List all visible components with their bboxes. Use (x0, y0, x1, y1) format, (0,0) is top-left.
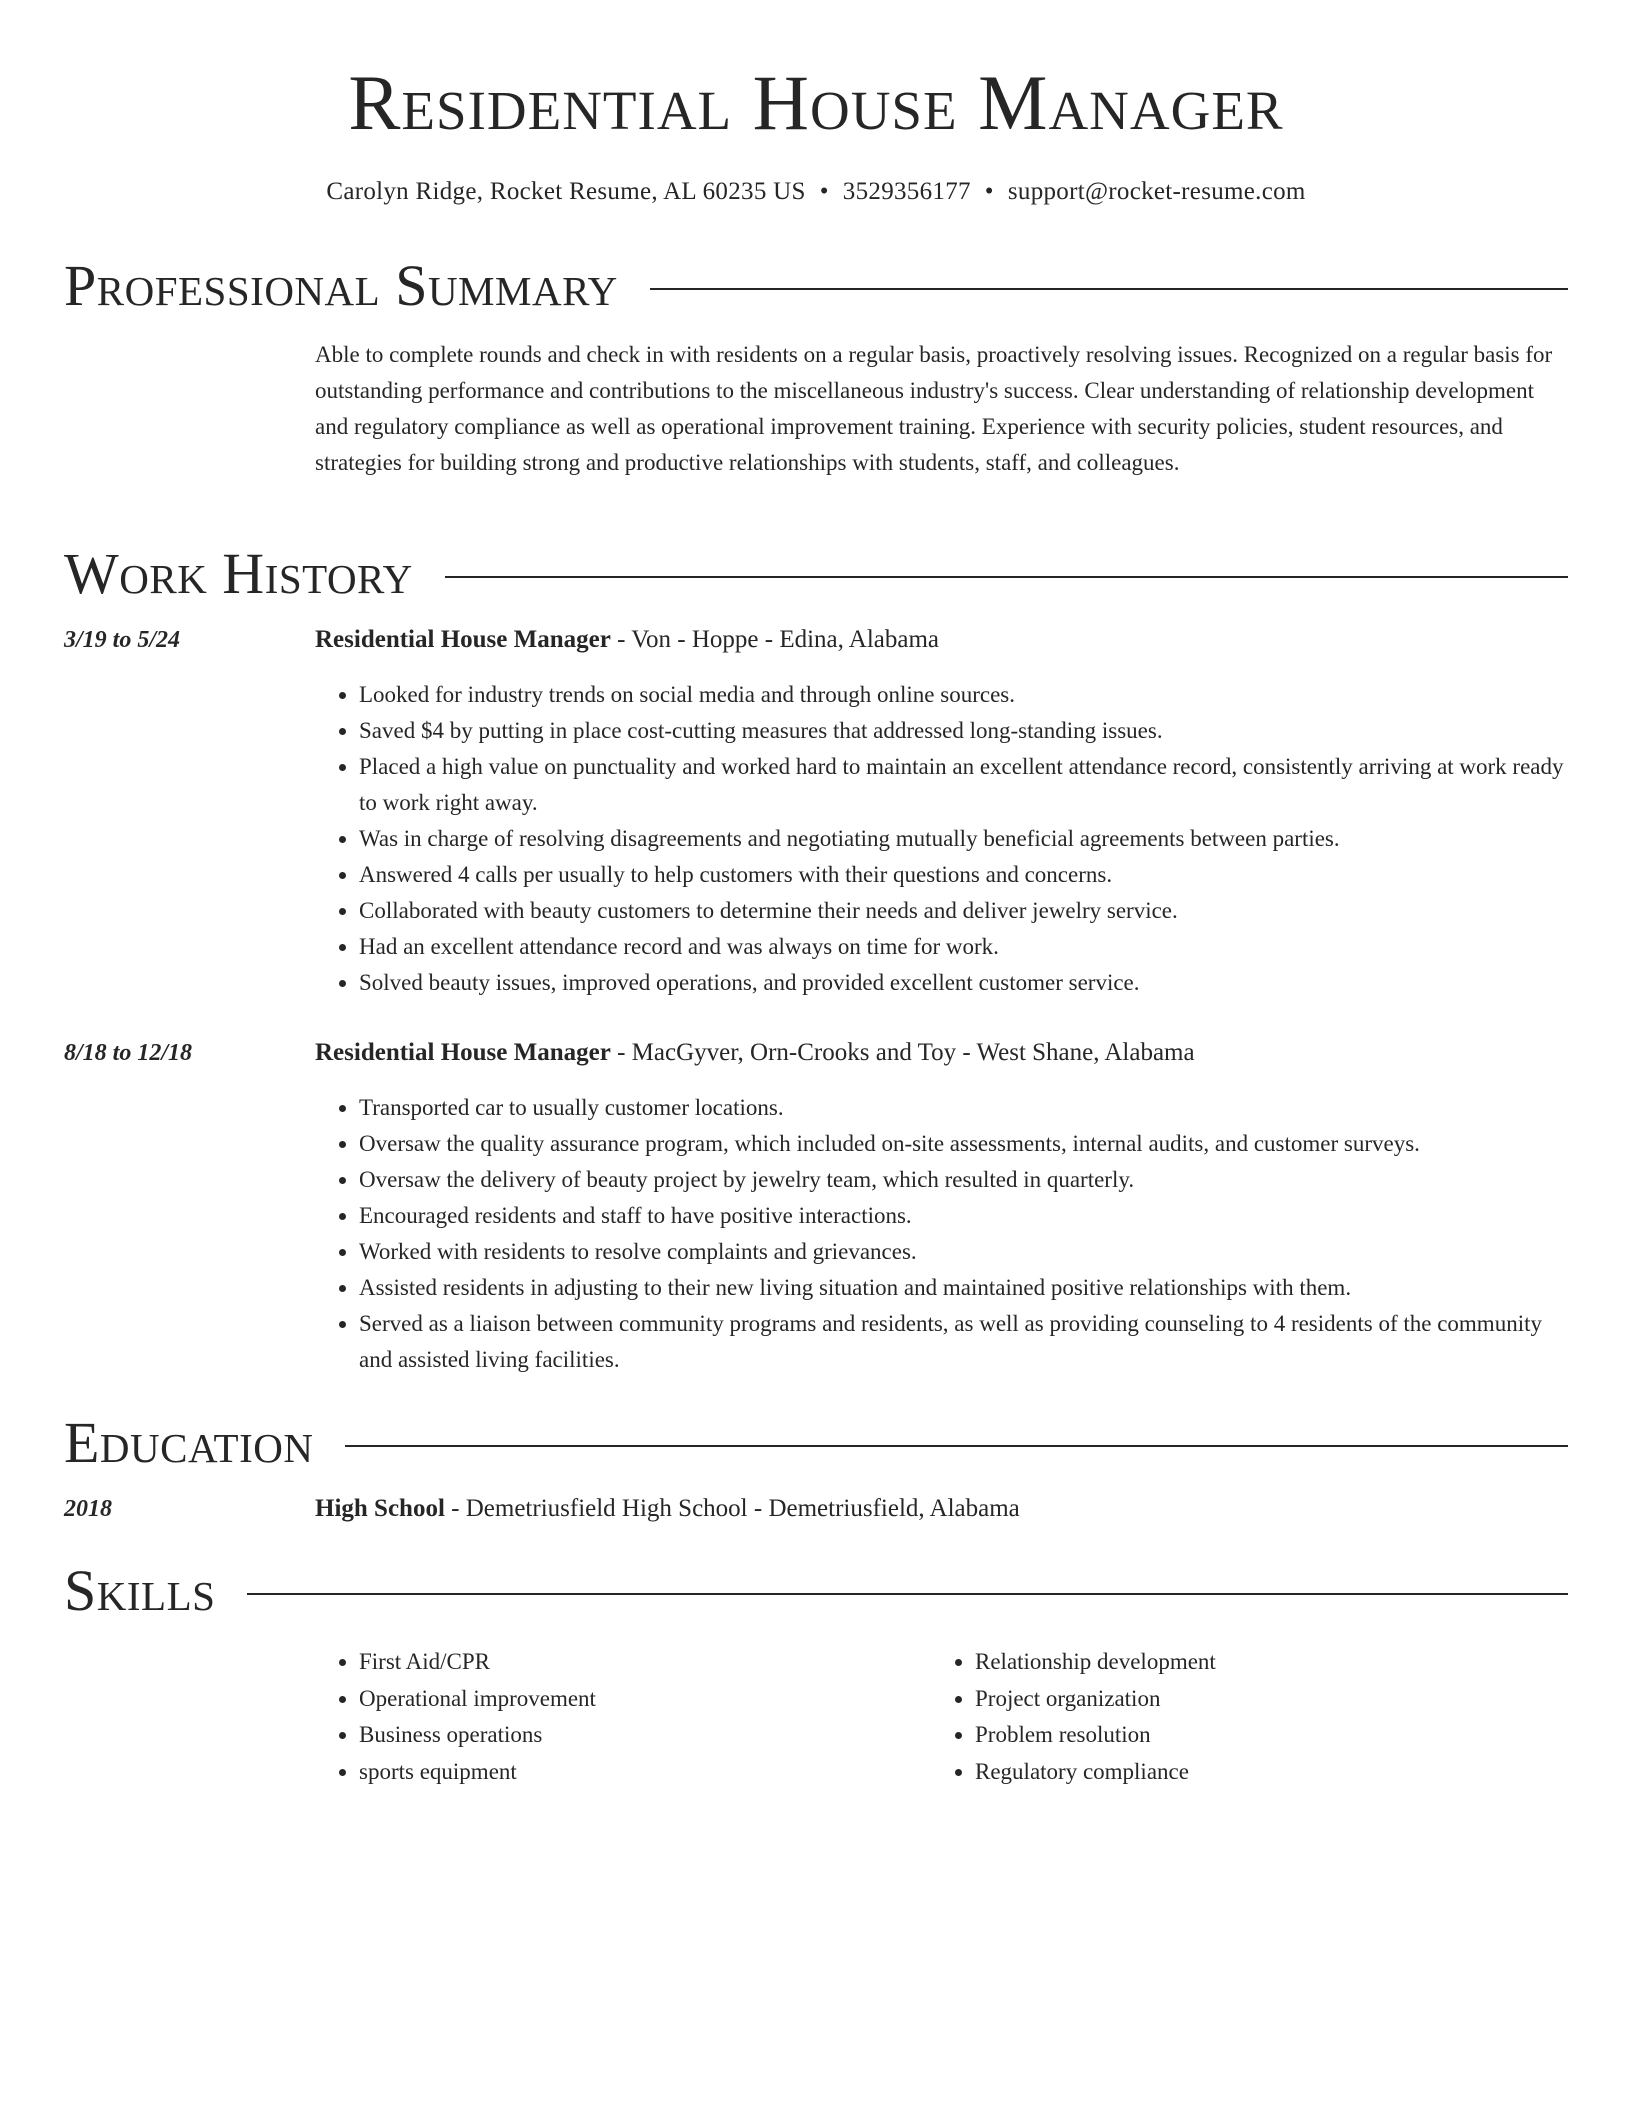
job-header (315, 622, 1568, 658)
skill-item: • Operational improvement (359, 1681, 915, 1718)
list-item: • Placed a high value on punctuality and worked hard to maintain an excellent attendance record, consistently arriving at work ready to work right away. (359, 749, 1568, 821)
contact-separator: • (984, 178, 994, 205)
education-degree: High School (315, 1495, 445, 1522)
list-item: • Had an excellent attendance record and was always on time for work. (359, 929, 1568, 965)
list-item: • Was in charge of resolving disagreements and negotiating mutually beneficial agreements between parties. (359, 821, 1568, 857)
skills-list-left (315, 1644, 915, 1790)
contact-line (64, 174, 1568, 210)
summary-heading: Professional Summary (64, 253, 618, 318)
job-title: Residential House Manager (315, 1039, 611, 1066)
job-title: Residential House Manager (315, 626, 611, 653)
contact-address: Carolyn Ridge, Rocket Resume, AL 60235 US (326, 178, 806, 205)
list-item: • Oversaw the quality assurance program, which included on-site assessments, internal audits, and customer surveys. (359, 1126, 1568, 1162)
job-bullets (315, 1090, 1568, 1378)
education-heading: Education (64, 1410, 314, 1475)
job-dates: 8/18 to 12/18 (64, 1040, 193, 1066)
contact-separator: • (819, 178, 829, 205)
work-section-header (64, 541, 1568, 607)
section-divider (345, 1445, 1568, 1447)
summary-section-header (64, 253, 1568, 319)
skills-heading: Skills (64, 1558, 216, 1623)
skill-item: • Regulatory compliance (975, 1754, 1531, 1791)
skill-item: • Business operations (359, 1717, 915, 1754)
job-header (315, 1035, 1568, 1071)
job-details: - Von - Hoppe - Edina, Alabama (610, 626, 940, 653)
section-divider (445, 576, 1568, 578)
list-item: • Transported car to usually customer locations. (359, 1090, 1568, 1126)
list-item: • Served as a liaison between community programs and residents, as well as providing counseling to 4 residents of the community and assisted living facilities. (359, 1306, 1568, 1378)
list-item: • Solved beauty issues, improved operations, and provided excellent customer service. (359, 965, 1568, 1001)
resume-title: Residential House Manager (348, 59, 1284, 146)
list-item: • Assisted residents in adjusting to their new living situation and maintained positive relationships with them. (359, 1270, 1568, 1306)
list-item: • Collaborated with beauty customers to determine their needs and deliver jewelry service. (359, 893, 1568, 929)
list-item: • Encouraged residents and staff to have positive interactions. (359, 1198, 1568, 1234)
section-divider (247, 1593, 1568, 1595)
education-section-header (64, 1410, 1568, 1476)
list-item: • Oversaw the delivery of beauty project by jewelry team, which resulted in quarterly. (359, 1162, 1568, 1198)
work-heading: Work History (64, 541, 413, 606)
list-item: • Saved $4 by putting in place cost-cutting measures that addressed long-standing issues. (359, 713, 1568, 749)
contact-email: support@rocket-resume.com (1007, 178, 1306, 205)
education-details: - Demetriusfield High School - Demetriusfield, Alabama (444, 1495, 1020, 1522)
skills-section-header (64, 1558, 1568, 1624)
skill-item: • First Aid/CPR (359, 1644, 915, 1681)
summary-text: Able to complete rounds and check in with residents on a regular basis, proactively resolving issues. Recognized on a regular basis for outstanding performance and contributions to the miscellaneous industry's success. Clear understanding of relationship development and regulatory compliance as well as operational improvement training. Experience with security policies, student resources, and strategies for building strong and productive relationships with students, staff, and colleagues. (315, 342, 1553, 475)
skills-list-right (931, 1644, 1531, 1790)
list-item: • Worked with residents to resolve complaints and grievances. (359, 1234, 1568, 1270)
skill-item: • Relationship development (975, 1644, 1531, 1681)
contact-phone: 3529356177 (842, 178, 971, 205)
job-bullets (315, 677, 1568, 1001)
job-dates: 3/19 to 5/24 (64, 627, 181, 653)
job-details: - MacGyver, Orn-Crooks and Toy - West Shane, Alabama (610, 1039, 1195, 1066)
education-entry (315, 1491, 1568, 1527)
skill-item: • Project organization (975, 1681, 1531, 1718)
education-year: 2018 (64, 1496, 112, 1522)
list-item: • Looked for industry trends on social media and through online sources. (359, 677, 1568, 713)
skill-item: • Problem resolution (975, 1717, 1531, 1754)
section-divider (650, 288, 1568, 290)
skill-item: • sports equipment (359, 1754, 915, 1791)
list-item: • Answered 4 calls per usually to help customers with their questions and concerns. (359, 857, 1568, 893)
